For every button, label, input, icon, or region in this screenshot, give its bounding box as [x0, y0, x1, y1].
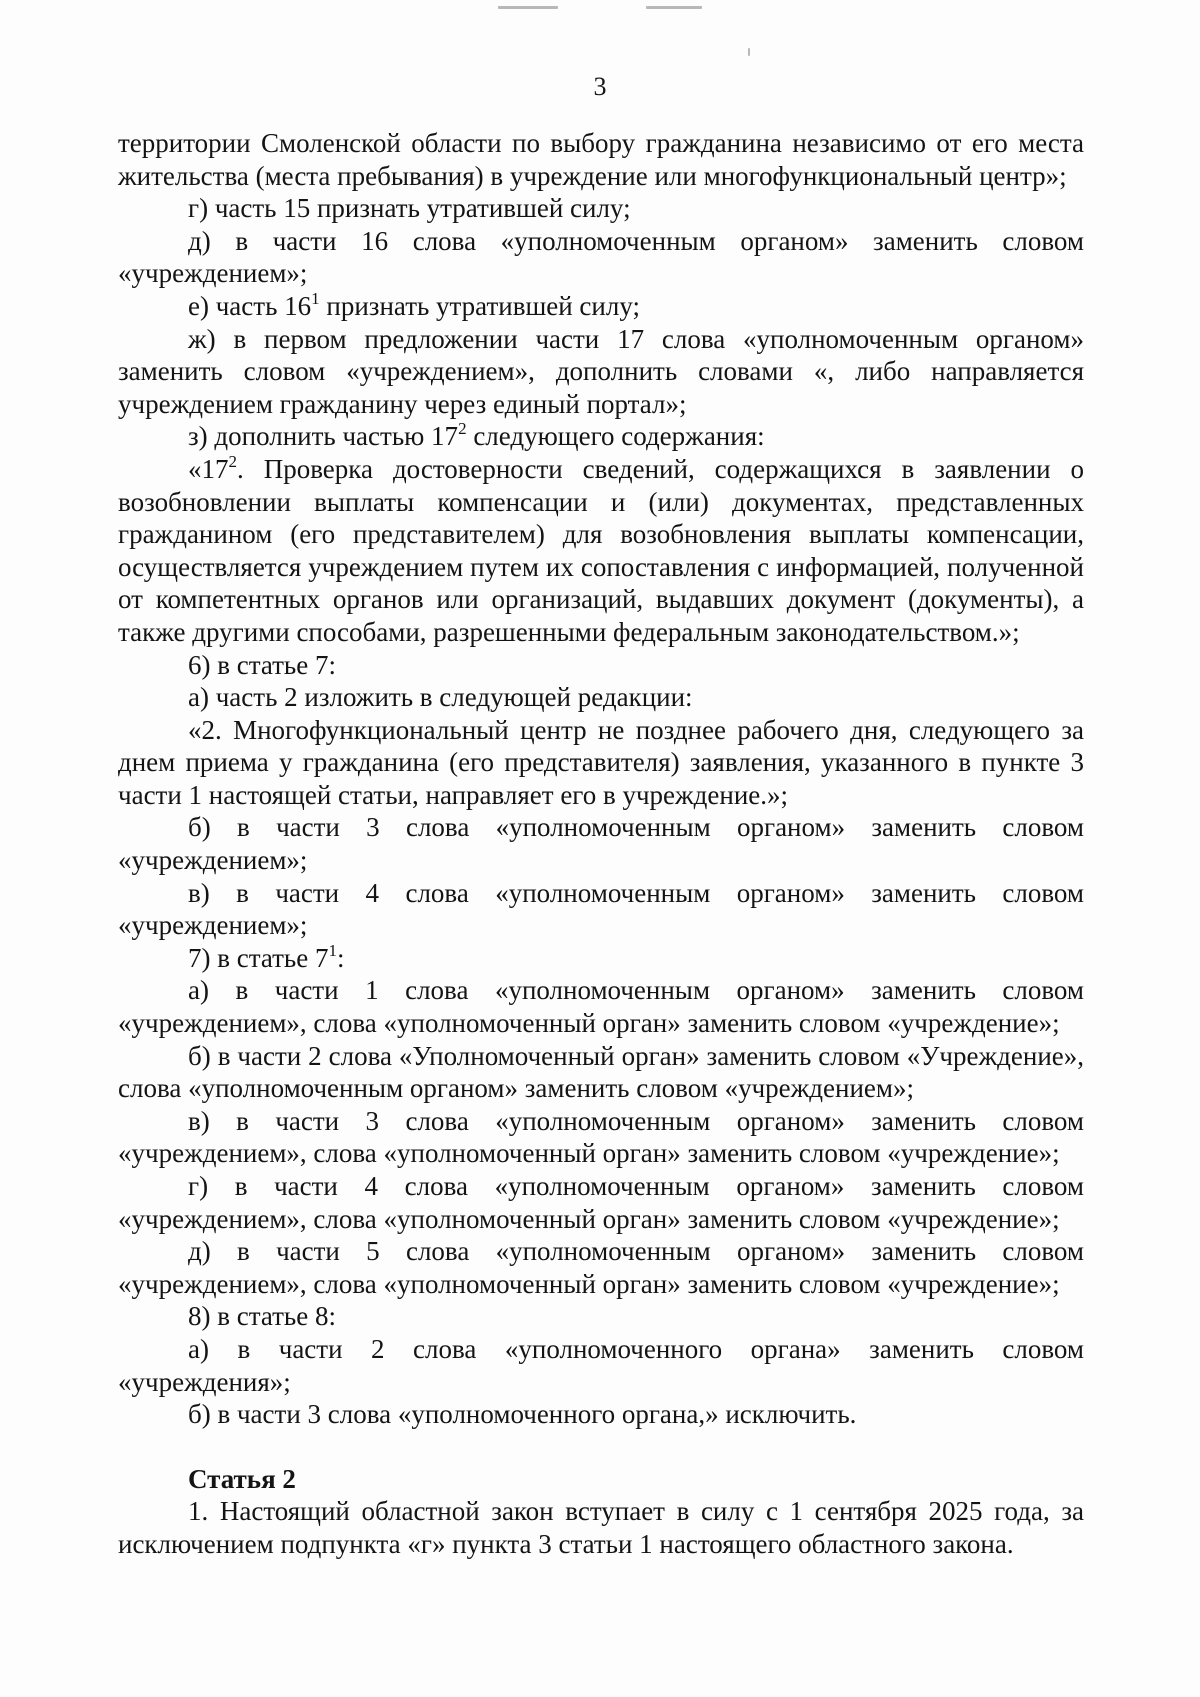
paragraph	[118, 714, 1084, 812]
paragraph-text: 7) в статье 7	[188, 942, 329, 973]
document-body	[118, 127, 1084, 1561]
paragraph-text: «2. Многофункциональный центр не позднее рабочего дня, следующего за днем приема у гражданина (его представителя) заявления, указанного в пункте 3 части 1 настоящей статьи, направляет его в учреждение.»;	[118, 714, 1084, 810]
paragraph	[118, 290, 1084, 323]
paragraph	[118, 420, 1084, 453]
paragraph-text: е) часть 16	[188, 290, 312, 321]
paragraph	[118, 942, 1084, 975]
paragraph	[118, 1170, 1084, 1235]
paragraph-text: ж) в первом предложении части 17 слова «уполномоченным органом» заменить словом «учреждением», дополнить словами «, либо направляется учреждением гражданину через единый портал»;	[118, 323, 1084, 419]
paragraph-text-continued: . Проверка достоверности сведений, содержащихся в заявлении о возобновлении выплаты компенсации и (или) документах, представленных гражданином (его представителем) для возобновления выплаты компенсации, осуществляется учреждением путем их сопоставления с информацией, полученной от компетентных органов или организаций, выдавших документ (документы), а также другими способами, разрешенными федеральным законодательством.»;	[118, 453, 1084, 647]
paragraph	[118, 453, 1084, 649]
amendment-list	[118, 127, 1084, 1431]
paragraph-text: з) дополнить частью 17	[188, 421, 459, 452]
paragraph-text: б) в части 3 слова «уполномоченного органа,» исключить.	[188, 1399, 857, 1430]
paragraph	[118, 323, 1084, 421]
paragraph-text: 6) в статье 7:	[188, 649, 336, 680]
paragraph-text: 8) в статье 8:	[188, 1301, 336, 1332]
paragraph-text: г) часть 15 признать утратившей силу;	[188, 193, 631, 224]
article-paragraph: 1. Настоящий областной закон вступает в силу с 1 сентября 2025 года, за исключением подпункта «г» пункта 3 статьи 1 настоящего областного закона.	[118, 1496, 1084, 1559]
section-gap	[118, 1431, 1084, 1463]
paragraph	[118, 1333, 1084, 1398]
paragraph-text: а) в части 2 слова «уполномоченного органа» заменить словом «учреждения»;	[118, 1333, 1084, 1397]
paragraph	[118, 681, 1084, 714]
paragraph	[118, 225, 1084, 290]
paragraph-text: г) в части 4 слова «уполномоченным органом» заменить словом «учреждением», слова «уполномоченный орган» заменить словом «учреждение»;	[118, 1171, 1084, 1234]
paragraph-text-continued: признать утратившей силу;	[319, 290, 640, 321]
paragraph-text: д) в части 5 слова «уполномоченным органом» заменить словом «учреждением», слова «уполномоченный орган» заменить словом «учреждение»;	[118, 1236, 1084, 1299]
paragraph-text: д) в части 16 слова «уполномоченным органом» заменить словом «учреждением»;	[118, 225, 1084, 289]
superscript-index: 2	[458, 419, 467, 439]
paragraph	[118, 192, 1084, 225]
paragraph-text: а) в части 1 слова «уполномоченным органом» заменить словом «учреждением», слова «уполномоченный орган» заменить словом «учреждение»;	[118, 975, 1084, 1039]
paragraph-text-continued: :	[336, 942, 345, 973]
paragraph-text: «17	[188, 453, 229, 484]
paragraph-text-continued: следующего содержания:	[466, 421, 765, 452]
article-heading: Статья 2	[188, 1463, 296, 1494]
paragraph	[118, 127, 1084, 192]
paragraph	[118, 811, 1084, 876]
paragraph	[118, 649, 1084, 682]
paragraph	[118, 1040, 1084, 1105]
scan-artifact	[498, 6, 558, 9]
article-body	[118, 1495, 1084, 1560]
paragraph	[118, 1300, 1084, 1333]
paragraph	[118, 1105, 1084, 1170]
paragraph	[118, 1235, 1084, 1300]
superscript-index: 1	[328, 940, 337, 960]
paragraph	[118, 877, 1084, 942]
superscript-index: 1	[311, 288, 320, 308]
page-number: 3	[593, 72, 607, 101]
paragraph-text: территории Смоленской области по выбору гражданина независимо от его места жительства (места пребывания) в учреждение или многофункциональный центр»;	[118, 128, 1084, 191]
scan-artifact	[748, 48, 750, 56]
paragraph	[118, 1398, 1084, 1431]
superscript-index: 2	[228, 451, 237, 471]
scan-artifact	[646, 6, 702, 9]
paragraph-text: в) в части 3 слова «уполномоченным органом» заменить словом «учреждением», слова «уполномоченный орган» заменить словом «учреждение»;	[118, 1105, 1084, 1169]
paragraph-text: б) в части 3 слова «уполномоченным органом» заменить словом «учреждением»;	[118, 812, 1084, 876]
paragraph	[118, 974, 1084, 1039]
paragraph-text: а) часть 2 изложить в следующей редакции:	[188, 682, 693, 713]
paragraph-text: в) в части 4 слова «уполномоченным органом» заменить словом «учреждением»;	[118, 877, 1084, 941]
paragraph-text: б) в части 2 слова «Уполномоченный орган» заменить словом «Учреждение», слова «уполномоченным органом» заменить словом «учреждением»;	[118, 1040, 1084, 1104]
